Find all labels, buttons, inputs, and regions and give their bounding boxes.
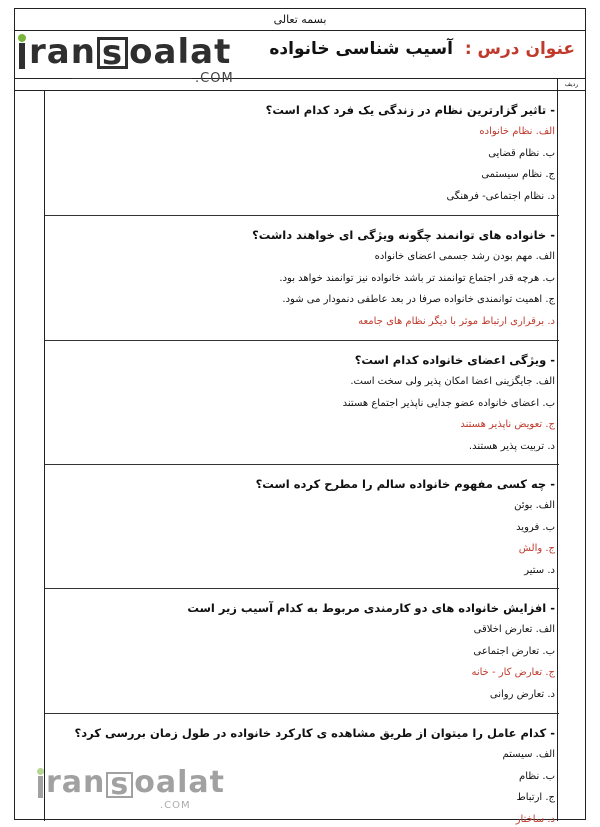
logo-suffix: .COM — [195, 71, 234, 86]
answer-option: ج. والش — [518, 543, 555, 554]
margin-column — [15, 91, 45, 821]
radif-column-header: ردیف — [557, 79, 585, 91]
logo-wordmark: ran s oalat — [19, 35, 251, 69]
question-stem: - تاثیر گزارترین نظام در زندگی یک فرد کدام است؟ — [265, 103, 555, 117]
answer-option: ج. تعویض ناپذیر هستند — [460, 419, 555, 430]
question-block — [45, 589, 559, 714]
answer-option: ج. نظام سیستمی — [481, 169, 555, 180]
answer-option: الف. نظام خانواده — [479, 126, 555, 137]
question-block — [45, 216, 559, 341]
course-title — [269, 39, 575, 59]
watermark-suffix: .COM — [160, 800, 191, 811]
logo-i-icon — [19, 43, 25, 69]
exam-sheet — [14, 8, 586, 825]
answer-option: الف. مهم بودن رشد جسمی اعضای خانواده — [374, 251, 555, 262]
answer-option: ب. تعارض اجتماعی — [473, 645, 555, 657]
answer-option: الف. جایگزینی اعضا امکان پذیر ولی سخت است. — [350, 376, 555, 387]
answer-option: ب. نظام قضایی — [488, 147, 555, 159]
question-stem: - خانواده های توانمند چگونه ویژگی ای خواهند داشت؟ — [252, 228, 555, 242]
answer-option: الف. سیستم — [502, 749, 555, 760]
answer-option: ب. نظام — [519, 770, 555, 782]
watermark-wordmark: ran s oalat — [38, 768, 225, 798]
question-block — [45, 341, 559, 465]
iransoalat-logo — [19, 32, 251, 86]
question-stem: - ویژگی اعضای خانواده کدام است؟ — [354, 353, 555, 367]
answer-option: د. ساختار — [515, 813, 555, 825]
watermark-i-icon — [38, 776, 43, 798]
basmala-header: بسمه تعالی — [15, 9, 585, 31]
table-subheader — [15, 79, 585, 91]
answer-option: الف. بوئن — [514, 500, 555, 511]
answer-option: د. تعارض روانی — [489, 688, 555, 700]
question-block — [45, 465, 559, 589]
course-title-value: آسیب شناسی خانواده — [269, 39, 453, 59]
question-stem: - افزایش خانواده های دو کارمندی مربوط به کدام آسیب زیر است — [187, 601, 555, 615]
answer-option: ج. اهمیت توانمندی خانواده صرفا در بعد عاطفی دنمودار می شود. — [282, 294, 555, 305]
course-title-label: عنوان درس : — [464, 39, 575, 59]
answer-option: د. برقراری ارتباط موثر با دیگر نظام های جامعه — [358, 315, 555, 327]
question-stem: - چه کسی مفهوم خانواده سالم را مطرح کرده است؟ — [255, 477, 555, 491]
answer-option: ج. تعارض کار - خانه — [471, 667, 555, 678]
answer-option: د. ستیر — [524, 564, 555, 576]
questions-area — [45, 91, 559, 825]
question-stem: - کدام عامل را میتوان از طریق مشاهده ی کارکرد خانواده در طول زمان بررسی کرد؟ — [74, 726, 555, 740]
answer-option: ب. اعضای خانواده عضو جدایی ناپذیر اجتماع هستند — [342, 397, 555, 409]
answer-option: ب. هرچه قدر اجتماع توانمند تر باشد خانواده نیز توانمند خواهد بود. — [279, 272, 555, 284]
answer-option: د. نظام اجتماعی- فرهنگی — [446, 190, 555, 202]
answer-option: الف. تعارض اخلاقی — [473, 624, 555, 635]
radif-column — [557, 91, 585, 821]
question-block — [45, 91, 559, 216]
answer-option: ب. فروید — [516, 521, 555, 533]
answer-option: ج. ارتباط — [516, 792, 555, 803]
answer-option: د. تربیت پذیر هستند. — [468, 440, 555, 452]
iransoalat-watermark — [38, 765, 225, 811]
